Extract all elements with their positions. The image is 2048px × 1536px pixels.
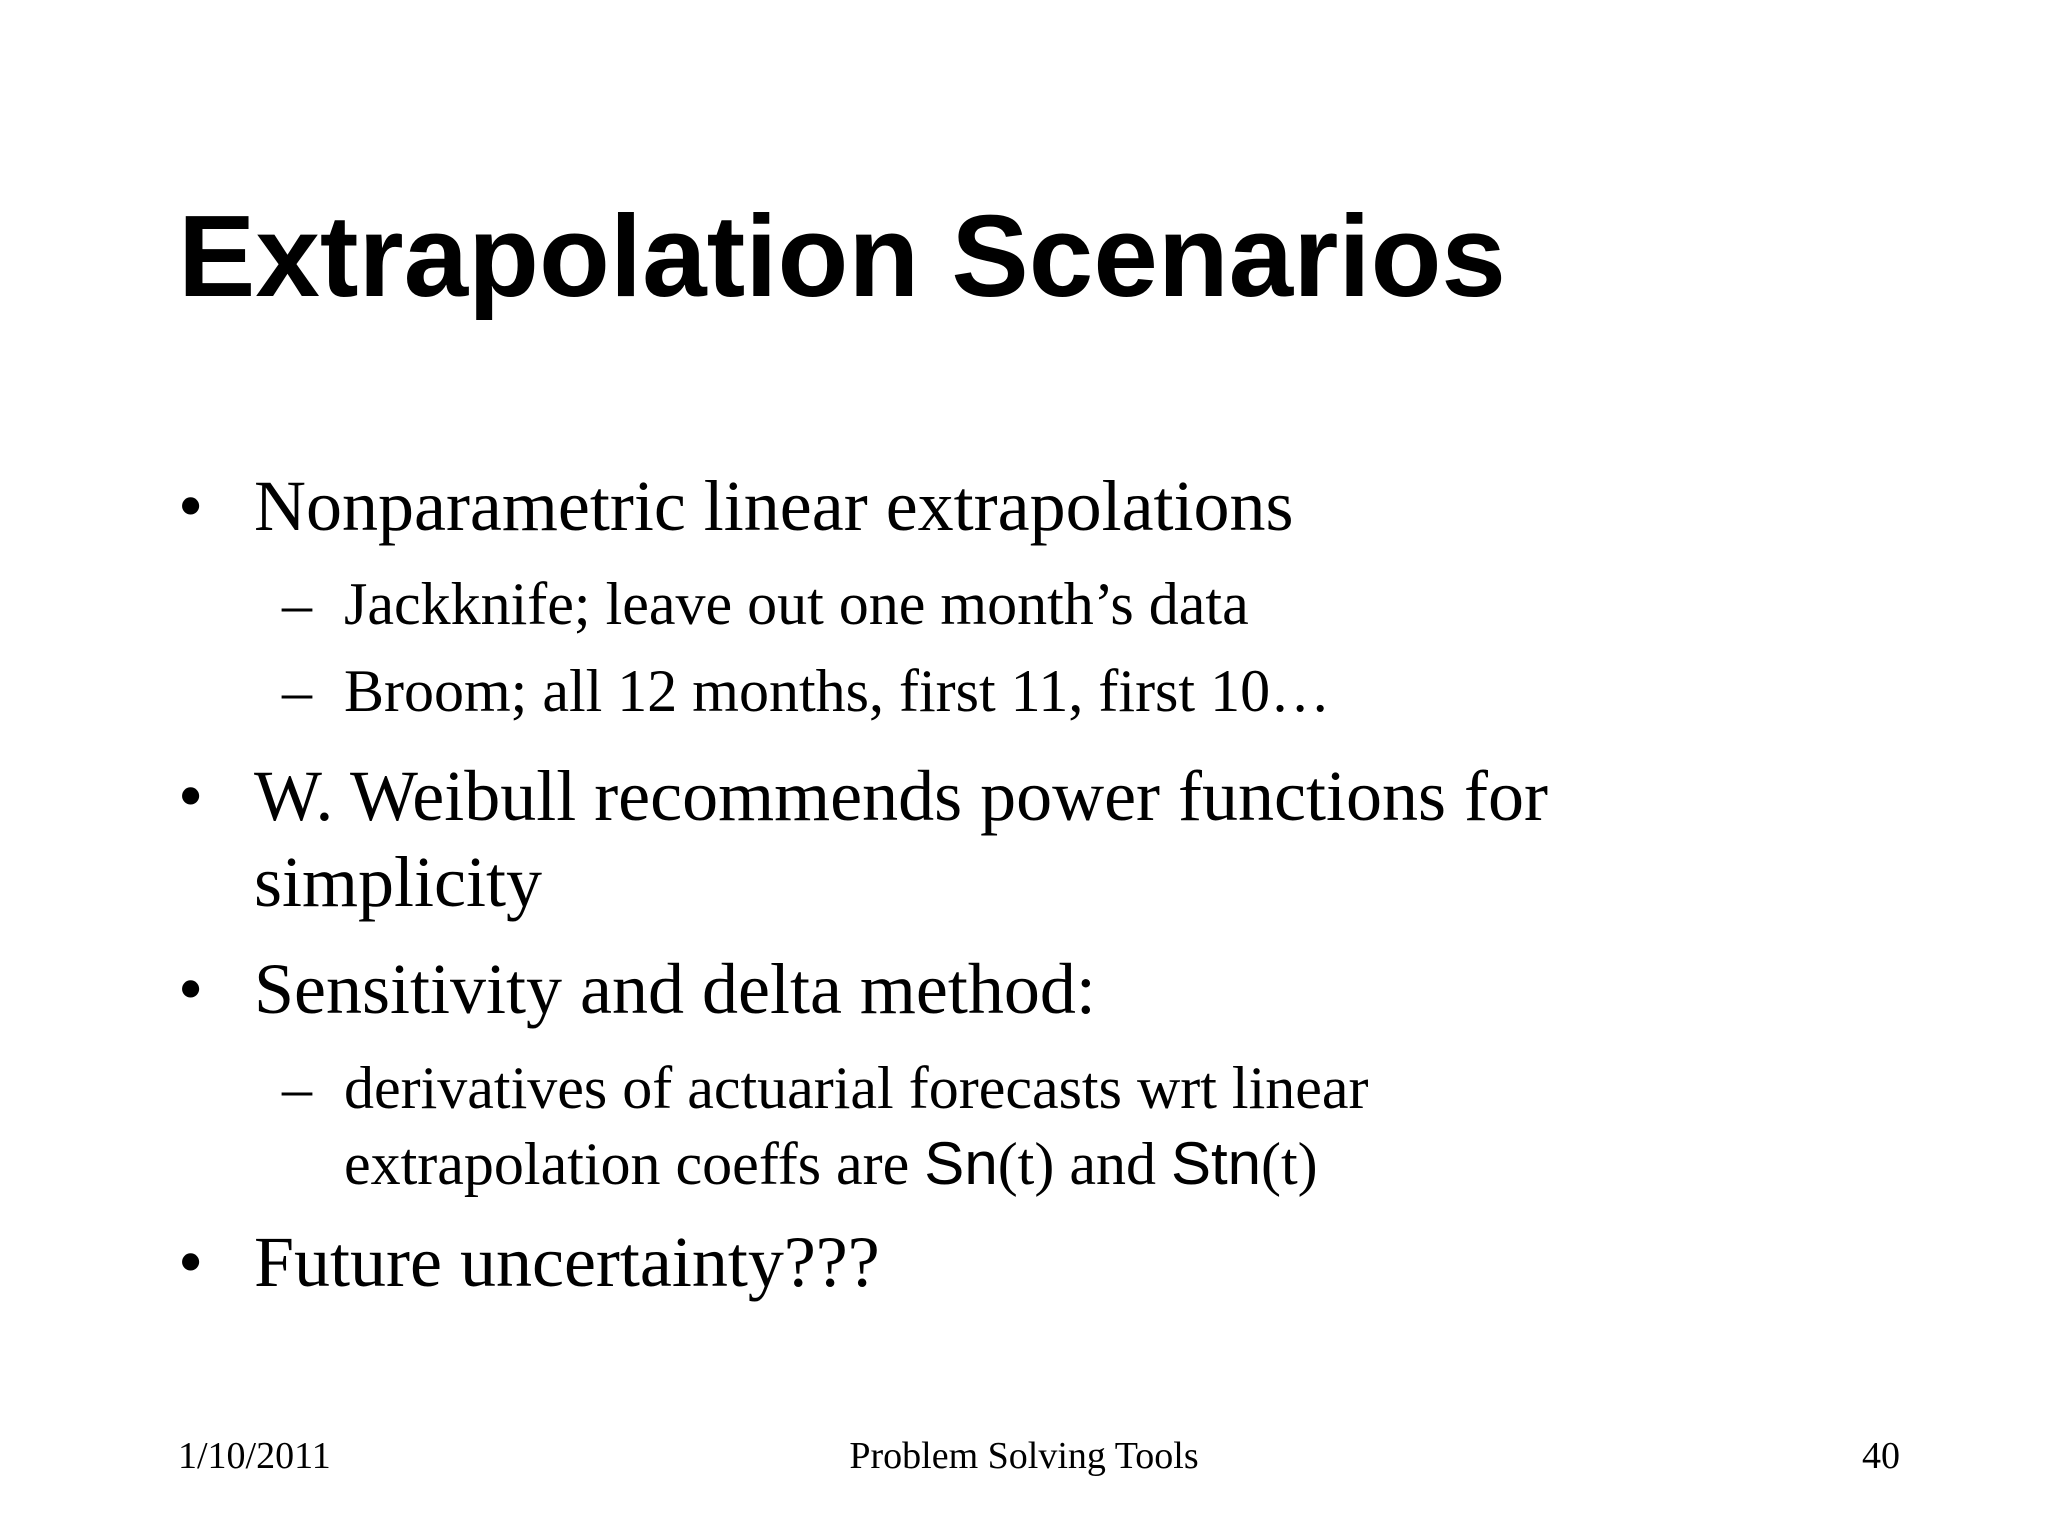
bullet-marker: • (178, 756, 204, 836)
sub-bullet-marker: – (282, 571, 312, 637)
bullet-marker: • (178, 949, 204, 1029)
footer-date: 1/10/2011 (178, 1435, 331, 1477)
footer-page-number: 40 (1862, 1435, 1900, 1477)
term-sn: Sn (924, 1130, 998, 1197)
slide-title: Extrapolation Scenarios (178, 191, 1506, 321)
bullet-1-text: Nonparametric linear extrapolations (254, 466, 1294, 546)
bullet-2-line-1: W. Weibull recommends power functions for (254, 756, 1548, 836)
bullet-marker: • (178, 1222, 204, 1302)
bullet-3-text: Sensitivity and delta method: (254, 949, 1096, 1029)
sub-bullet-marker: – (282, 658, 312, 724)
footer-title: Problem Solving Tools (849, 1435, 1199, 1477)
bullet-1-sub-1-text: Jackknife; leave out one month’s data (344, 571, 1249, 637)
sub-line-2-prefix: extrapolation coeffs are (344, 1131, 925, 1197)
sub-bullet-marker: – (282, 1055, 312, 1121)
bullet-2-line-2: simplicity (254, 842, 542, 922)
bullet-1-sub-2-text: Broom; all 12 months, first 11, first 10… (344, 658, 1331, 724)
bullet-3-sub-line-1: derivatives of actuarial forecasts wrt linear (344, 1055, 1369, 1121)
term-stn-suffix: (t) (1261, 1131, 1318, 1197)
term-stn: Stn (1170, 1130, 1262, 1197)
bullet-3-sub-line-2 (344, 1125, 1318, 1203)
bullet-marker: • (178, 466, 204, 546)
term-sn-suffix: (t) and (997, 1131, 1171, 1197)
bullet-4-text: Future uncertainty??? (254, 1222, 880, 1302)
